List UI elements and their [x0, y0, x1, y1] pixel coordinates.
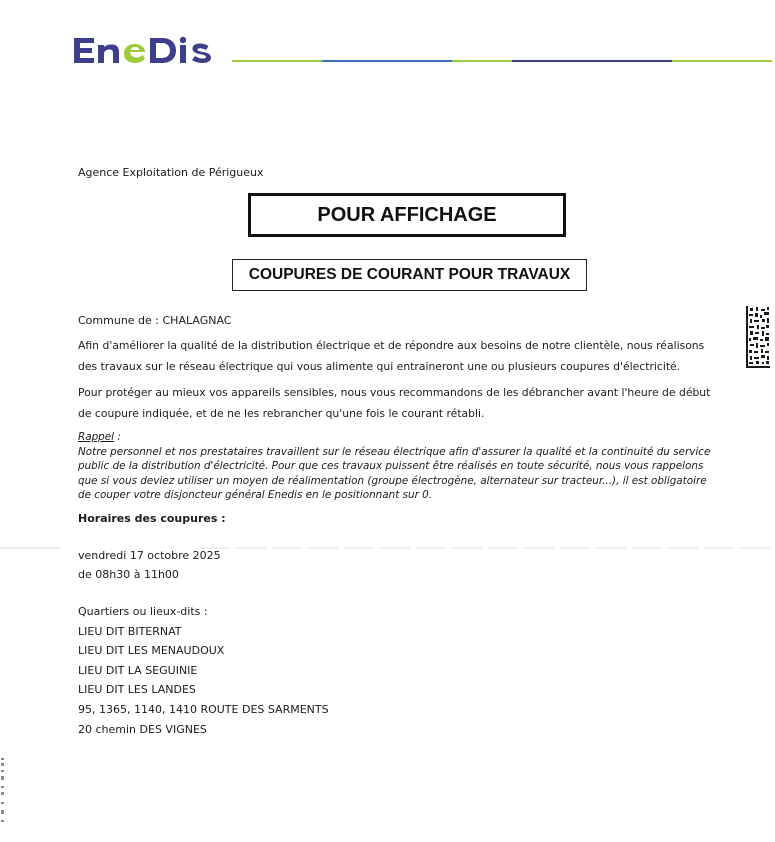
advice-paragraph: Pour protéger au mieux vos appareils sensibles, nous vous recommandons de les débrancher avant l'heure de début de coupure indiquée, et de ne les rebrancher qu'une fois le courant rétabli.	[78, 386, 711, 420]
place-item: LIEU DIT LA SEGUINIE	[78, 663, 198, 677]
rappel-suffix: :	[114, 431, 121, 443]
commune-line: Commune de : CHALAGNAC	[78, 314, 232, 327]
outage-time: de 08h30 à 11h00	[78, 568, 179, 581]
horaires-title: Horaires des coupures :	[78, 512, 226, 525]
places-block	[78, 602, 329, 739]
outage-date: vendredi 17 octobre 2025	[78, 549, 221, 562]
notice-title-box	[248, 193, 566, 237]
rappel-text: Notre personnel et nos prestataires travaillent sur le réseau électrique afin d'assurer la qualité et la continuité du service public de la distribution d'électricité. Pour que ces travaux puissent être réalisés en toute sécurité, nous vous rappelons que si vous deviez utiliser un moyen de réalimentation (groupe électrogène, alternateur sur tracteur...), il est obligatoire de couper votre disjoncteur général Enedis en le positionnant sur 0.	[78, 445, 711, 501]
place-item: LIEU DIT BITERNAT	[78, 624, 182, 638]
datamatrix-code-icon	[746, 306, 770, 368]
rappel-label: Rappel	[78, 431, 115, 443]
enedis-logo	[70, 30, 220, 79]
notice-subtitle-box	[232, 259, 587, 291]
intro-paragraph: Afin d'améliorer la qualité de la distribution électrique et de répondre aux besoins de notre clientèle, nous réalisons des travaux sur le réseau électrique qui vous alimente qui entraineront une ou plusieurs coupures d'électricité.	[78, 339, 705, 373]
agency-name: Agence Exploitation de Périgueux	[78, 166, 264, 179]
rappel-heading	[78, 430, 718, 445]
place-item: LIEU DIT LES LANDES	[78, 683, 196, 697]
notice-subtitle: COUPURES DE COURANT POUR TRAVAUX	[248, 266, 571, 283]
header-rule	[232, 60, 772, 63]
enedis-logo-mark	[70, 30, 220, 70]
places-title: Quartiers ou lieux-dits :	[78, 605, 208, 618]
place-item: LIEU DIT LES MENAUDOUX	[78, 644, 225, 658]
place-item: 20 chemin DES VIGNES	[78, 722, 207, 736]
place-item: 95, 1365, 1140, 1410 ROUTE DES SARMENTS	[78, 702, 329, 716]
rappel-block	[78, 430, 718, 503]
notice-title: POUR AFFICHAGE	[317, 203, 497, 226]
margin-barcode-marks	[0, 758, 6, 828]
